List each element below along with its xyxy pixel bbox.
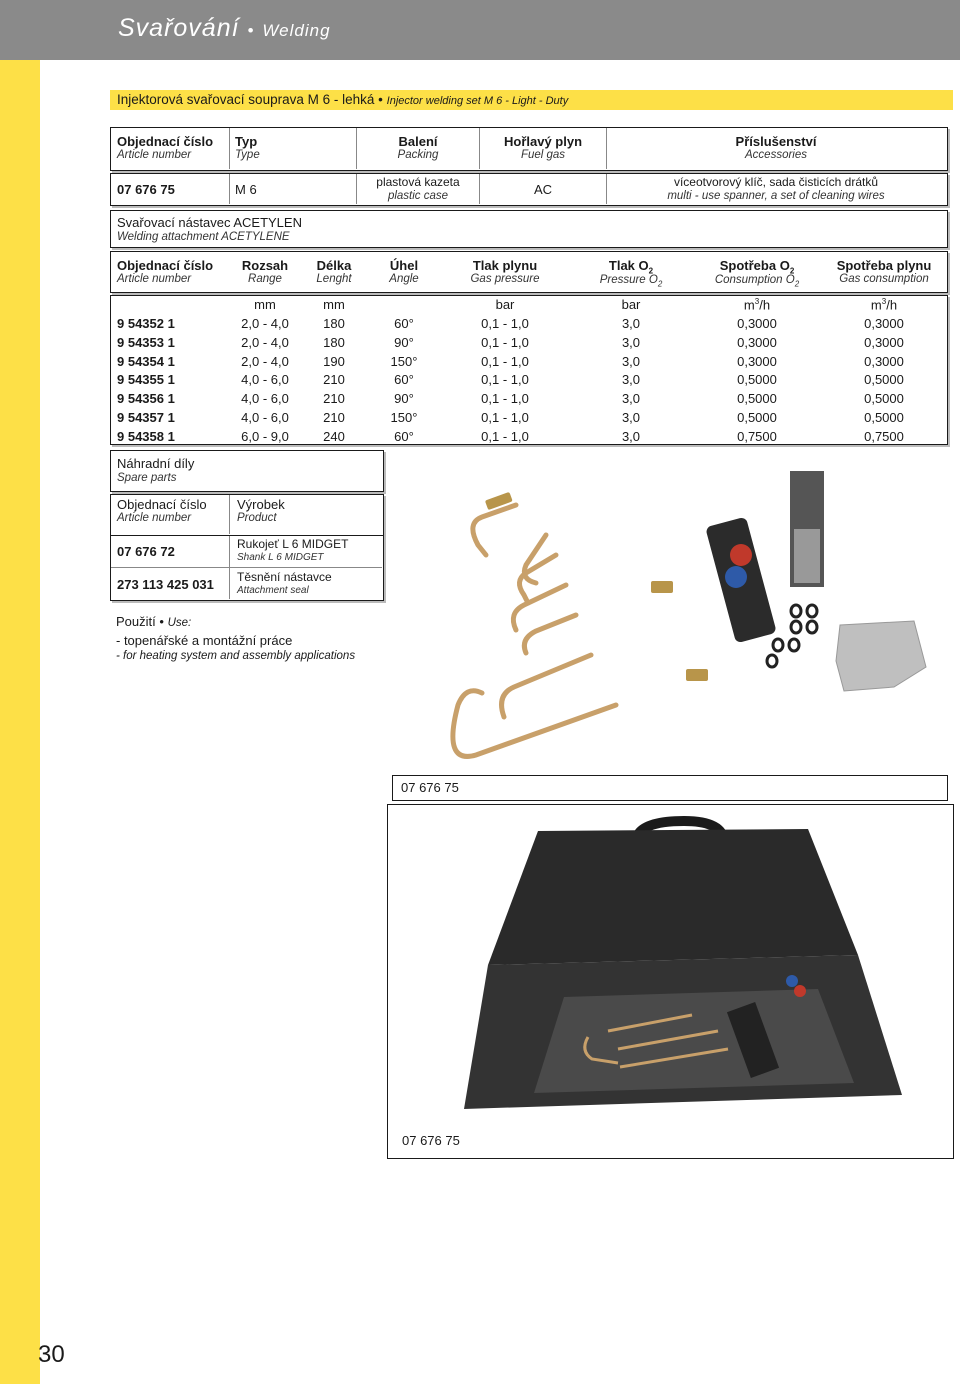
spare-article: 273 113 425 031 [117,577,214,592]
h-angle-cz: Úhel [389,258,419,273]
row-cell: 3,0 [621,410,641,425]
product-title-bar: Injektorová svařovací souprava M 6 - lehká • Injector welding set M 6 - Light - Duty [110,90,953,110]
set-table-row [110,173,948,206]
spare-product-en: Shank L 6 MIDGET [237,552,324,563]
row-cell: 0,3000 [864,316,904,331]
h-gaspressure-en: Gas pressure [470,273,540,285]
row-cell: 0,5000 [737,372,777,388]
h-o2pressure-en: Pressure $O_2$ [599,274,663,289]
row-cell: 0,5000 [737,410,777,425]
spare-h-article-en: Article number [117,512,192,524]
spare-h-product-cz: Výrobek [237,497,285,512]
unit-gaspressure: bar [495,297,515,312]
set-type: M 6 [235,182,257,197]
product-photo-case-box [387,804,954,1159]
row-cell: 0,1 - 1,0 [481,372,529,388]
row-cell: 0,1 - 1,0 [481,391,529,407]
row-article: 9 54352 1 [117,316,175,331]
row-cell: 0,7500 [737,428,777,444]
row-cell: 0,7500 [864,428,904,444]
product-photo-case [388,805,952,1157]
spare-product-en: Attachment seal [237,585,309,596]
spare-rows [110,535,384,601]
row-article: 9 54354 1 [117,353,175,369]
row-cell: 0,1 - 1,0 [481,316,529,331]
row-cell: 0,1 - 1,0 [481,334,529,350]
row-article: 9 54358 1 [117,428,175,444]
spare-title-box [110,450,384,492]
spare-title-en: Spare parts [117,472,177,484]
row-cell: 240 [323,428,345,444]
row-cell: 190 [323,353,345,369]
unit-gasconsumption: $m^3/h$ [870,297,898,313]
row-cell: 0,3000 [737,334,777,350]
col-packing-en: Packing [397,149,439,161]
yellow-sidebar [0,0,40,1384]
row-cell: 210 [323,391,345,407]
photo1-caption: 07 676 75 [401,780,459,795]
set-article: 07 676 75 [117,182,175,197]
h-gasconsumption-cz: Spotřeba plynu [836,258,932,273]
unit-range: mm [254,297,276,312]
use-line-cz: - topenářské a montážní práce [116,633,293,648]
row-cell: 0,1 - 1,0 [481,353,529,369]
row-cell: 3,0 [621,372,641,388]
col-fuel-en: Fuel gas [520,149,566,161]
row-cell: 150° [390,410,418,425]
row-cell: 0,3000 [864,334,904,350]
page-header [0,0,960,60]
set-table-header [110,127,948,171]
attachment-title-box [110,210,948,248]
row-cell: 3,0 [621,391,641,407]
spare-title-cz: Náhradní díly [117,456,195,471]
spare-product-cz: Rukojeť L 6 MIDGET [237,537,349,551]
use-line-en: - for heating system and assembly applications [116,650,356,662]
spare-product-cz: Těsnění nástavce [237,570,332,584]
row-article: 9 54353 1 [117,334,175,350]
row-cell: 60° [394,372,414,388]
col-fuel-cz: Hořlavý plyn [503,134,583,149]
row-cell: 4,0 - 6,0 [241,391,289,407]
set-accessories-cz: víceotvorový klíč, sada čisticích drátků [673,175,879,189]
row-cell: 3,0 [621,428,641,444]
h-range-cz: Rozsah [241,258,289,273]
row-cell: 0,5000 [737,391,777,407]
page-title: Svařování • Welding [118,14,331,42]
h-article-en: Article number [117,273,192,285]
col-article-cz: Objednací číslo [117,134,214,149]
attachment-header [110,251,948,293]
row-cell: 60° [394,316,414,331]
row-cell: 3,0 [621,316,641,331]
h-o2pressure-cz: Tlak $O_2$ [608,258,654,276]
col-accessories-cz: Příslušenství [735,134,817,149]
row-cell: 0,3000 [864,353,904,369]
spare-header [110,494,384,536]
row-cell: 2,0 - 4,0 [241,316,289,331]
set-fuel: AC [533,182,553,197]
set-packing-en: plastic case [387,190,449,202]
row-cell: 150° [390,353,418,369]
row-article: 9 54355 1 [117,372,175,388]
unit-o2consumption: $m^3/h$ [743,297,771,313]
row-cell: 90° [394,391,414,407]
h-gasconsumption-en: Gas consumption [839,273,929,285]
row-cell: 0,3000 [737,353,777,369]
h-o2consumption-en: Consumption $O_2$ [714,274,800,289]
row-cell: 2,0 - 4,0 [241,334,289,350]
set-packing-cz: plastová kazeta [376,175,460,189]
attachment-title-cz: Svařovací nástavec ACETYLEN [117,215,302,230]
row-cell: 3,0 [621,353,641,369]
col-article-en: Article number [117,149,192,161]
row-cell: 180 [323,316,345,331]
col-accessories-en: Accessories [745,149,807,161]
col-type-cz: Typ [235,134,258,149]
photo2-caption: 07 676 75 [402,1133,460,1148]
attachment-title-en: Welding attachment ACETYLENE [117,231,290,243]
row-cell: 210 [323,372,345,388]
row-cell: 4,0 - 6,0 [241,372,289,388]
attachment-data [110,295,948,445]
row-cell: 60° [394,428,414,444]
row-cell: 0,1 - 1,0 [481,428,529,444]
row-cell: 0,5000 [864,372,904,388]
h-length-en: Lenght [316,273,352,285]
product-photo-accessories [396,455,946,773]
spare-h-article-cz: Objednací číslo [117,497,207,512]
h-gaspressure-cz: Tlak plynu [472,258,538,273]
h-o2consumption-cz: Spotřeba $O_2$ [719,258,795,276]
row-cell: 0,1 - 1,0 [481,410,529,425]
row-cell: 6,0 - 9,0 [241,428,289,444]
h-article-cz: Objednací číslo [117,258,214,273]
h-angle-en: Angle [389,273,419,285]
row-cell: 2,0 - 4,0 [241,353,289,369]
photo1-caption-box [392,775,948,801]
row-article: 9 54357 1 [117,410,175,425]
row-cell: 0,5000 [864,410,904,425]
h-length-cz: Délka [316,258,352,273]
h-range-en: Range [248,273,282,285]
col-packing-cz: Balení [398,134,438,149]
spare-article: 07 676 72 [117,544,175,559]
row-cell: 210 [323,410,345,425]
unit-o2pressure: bar [621,297,641,312]
row-cell: 90° [394,334,414,350]
spare-h-product-en: Product [237,512,277,524]
col-type-en: Type [235,149,260,161]
use-title: Použití • Use: [116,614,192,629]
row-article: 9 54356 1 [117,391,175,407]
page-number: 30 [38,1341,65,1368]
row-cell: 0,3000 [737,316,777,331]
row-cell: 3,0 [621,334,641,350]
set-accessories-en: multi - use spanner, a set of cleaning wires [667,190,885,202]
row-cell: 4,0 - 6,0 [241,410,289,425]
unit-length: mm [323,297,345,312]
row-cell: 180 [323,334,345,350]
row-cell: 0,5000 [864,391,904,407]
